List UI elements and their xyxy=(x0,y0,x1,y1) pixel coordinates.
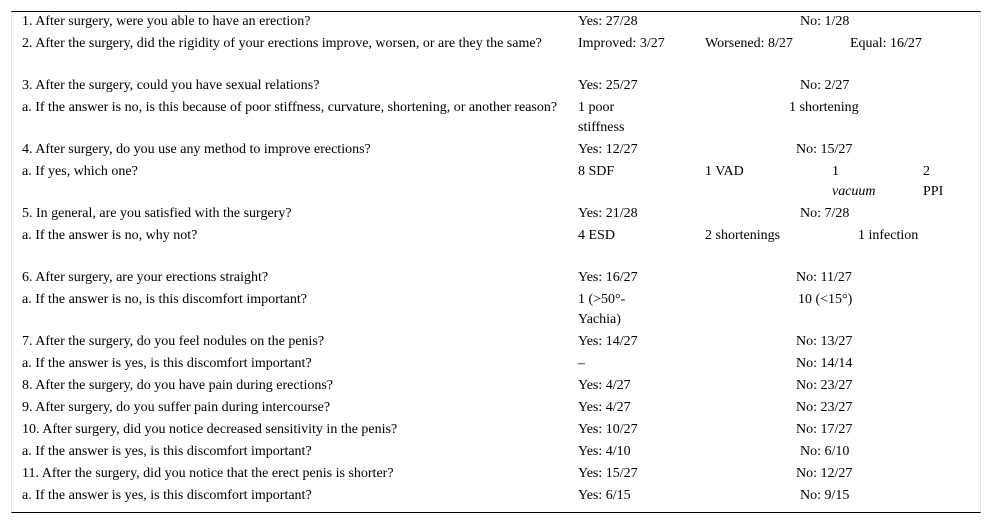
yes-cell: Yes: 25/27 xyxy=(578,78,638,93)
yes-cell: Yes: 6/15 xyxy=(578,488,631,503)
table-row xyxy=(11,420,981,442)
reason-cell: 1 poor stiffness xyxy=(578,100,625,135)
no-cell: No: 2/27 xyxy=(800,78,850,93)
question-cell: a. If the answer is yes, is this discomfort important? xyxy=(22,444,312,459)
method-cell: 8 SDF xyxy=(578,164,615,179)
no-cell: No: 15/27 xyxy=(796,142,853,157)
question-cell: 4. After surgery, do you use any method to improve erections? xyxy=(22,142,371,157)
reason-cell: 4 ESD xyxy=(578,228,615,243)
table-row xyxy=(11,226,981,268)
yes-cell: Yes: 4/27 xyxy=(578,400,631,415)
yes-cell: Yes: 12/27 xyxy=(578,142,638,157)
question-cell: a. If the answer is yes, is this discomfort important? xyxy=(22,356,312,371)
survey-results-table xyxy=(11,12,981,508)
table-row xyxy=(11,76,981,98)
table-row xyxy=(11,398,981,420)
no-cell: No: 1/28 xyxy=(800,14,850,29)
table-row xyxy=(11,486,981,508)
method-number: 1 xyxy=(832,164,839,179)
table-row xyxy=(11,268,981,290)
question-cell: 6. After surgery, are your erections straight? xyxy=(22,270,269,285)
question-cell: a. If yes, which one? xyxy=(22,164,138,179)
table-row xyxy=(11,332,981,354)
yes-cell: Yes: 27/28 xyxy=(578,14,638,29)
method-cell: 1 VAD xyxy=(705,164,744,179)
table-row xyxy=(11,34,981,76)
no-cell: No: 11/27 xyxy=(796,270,852,285)
method-cell-last: 2 PPI xyxy=(923,164,944,199)
table-row xyxy=(11,162,981,204)
table-row xyxy=(11,290,981,332)
reason-cell: 2 shortenings xyxy=(705,228,781,243)
yes-cell: – xyxy=(578,356,585,371)
question-cell: a. If the answer is no, is this discomfort important? xyxy=(22,292,307,307)
no-cell: No: 13/27 xyxy=(796,334,853,349)
degree-cell: 10 (<15°) xyxy=(798,292,853,307)
table-row xyxy=(11,98,981,140)
question-cell: a. If the answer is no, is this because of poor stiffness, curvature, shortening, or another reason? xyxy=(22,100,558,115)
question-cell: 1. After surgery, were you able to have an erection? xyxy=(22,14,311,29)
yes-cell: Yes: 16/27 xyxy=(578,270,638,285)
no-cell: No: 7/28 xyxy=(800,206,850,221)
no-cell: No: 23/27 xyxy=(796,378,853,393)
yes-cell: Yes: 4/10 xyxy=(578,444,631,459)
yes-cell: Yes: 4/27 xyxy=(578,378,631,393)
question-cell: 8. After the surgery, do you have pain during erections? xyxy=(22,378,334,393)
yes-cell: Yes: 10/27 xyxy=(578,422,638,437)
yes-cell: Yes: 14/27 xyxy=(578,334,638,349)
improved-cell: Improved: 3/27 xyxy=(578,36,665,51)
no-cell: No: 14/14 xyxy=(796,356,853,371)
question-cell: 10. After surgery, did you notice decreased sensitivity in the penis? xyxy=(22,422,398,437)
table-row xyxy=(11,354,981,376)
table-row xyxy=(11,376,981,398)
degree-cell: 1 (>50°-Yachia) xyxy=(578,292,626,327)
no-cell: No: 9/15 xyxy=(800,488,850,503)
table-row xyxy=(11,442,981,464)
no-cell: No: 12/27 xyxy=(796,466,853,481)
question-cell: 5. In general, are you satisfied with the surgery? xyxy=(22,206,292,221)
table-row xyxy=(11,464,981,486)
table-row xyxy=(11,140,981,162)
question-cell: 2. After the surgery, did the rigidity of your erections improve, worsen, or are they the same? xyxy=(22,36,542,51)
worsened-cell: Worsened: 8/27 xyxy=(705,36,793,51)
question-cell: 9. After surgery, do you suffer pain during intercourse? xyxy=(22,400,331,415)
reason-cell: 1 infection xyxy=(858,228,919,243)
table-row xyxy=(11,12,981,34)
yes-cell: Yes: 15/27 xyxy=(578,466,638,481)
no-cell: No: 23/27 xyxy=(796,400,853,415)
yes-cell: Yes: 21/28 xyxy=(578,206,638,221)
no-cell: No: 6/10 xyxy=(800,444,850,459)
question-cell: a. If the answer is no, why not? xyxy=(22,228,198,243)
question-cell: a. If the answer is yes, is this discomfort important? xyxy=(22,488,312,503)
equal-cell: Equal: 16/27 xyxy=(850,36,922,51)
no-cell: No: 17/27 xyxy=(796,422,853,437)
question-cell: 11. After the surgery, did you notice that the erect penis is shorter? xyxy=(22,466,394,481)
method-name-italic: vacuum xyxy=(832,184,876,199)
reason-cell: 1 shortening xyxy=(789,100,859,115)
method-cell xyxy=(800,162,981,204)
question-cell: 3. After the surgery, could you have sexual relations? xyxy=(22,78,320,93)
question-cell: 7. After the surgery, do you feel nodules on the penis? xyxy=(22,334,325,349)
table-row xyxy=(11,204,981,226)
